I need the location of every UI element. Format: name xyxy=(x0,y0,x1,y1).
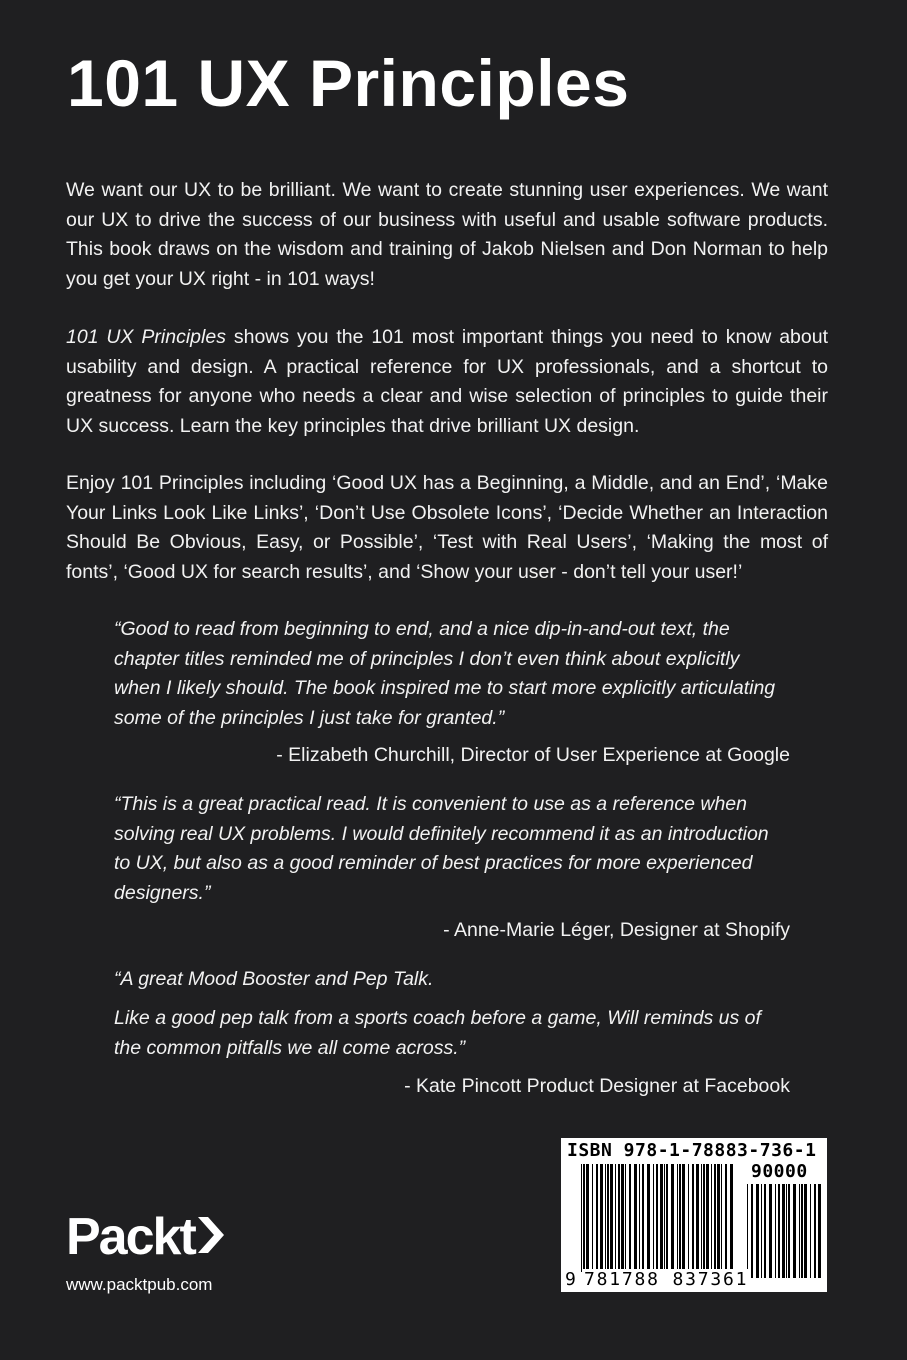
barcode-bar xyxy=(703,1164,705,1272)
packt-logo-text: Packt xyxy=(66,1208,195,1266)
barcode-bar xyxy=(721,1164,722,1272)
testimonial-attribution-1: - Elizabeth Churchill, Director of User Experience at Google xyxy=(276,744,790,766)
barcode-bar xyxy=(761,1184,762,1278)
isbn-number: ISBN 978-1-78883-736-1 xyxy=(567,1140,817,1161)
chevron-right-icon xyxy=(196,1211,226,1255)
publisher-website: www.packtpub.com xyxy=(66,1275,213,1294)
barcode-bar xyxy=(714,1164,716,1272)
barcode-bar xyxy=(629,1164,631,1272)
barcode-bar xyxy=(615,1164,616,1272)
barcode-bar xyxy=(788,1184,790,1278)
barcode-bar xyxy=(600,1164,603,1272)
barcode-bar xyxy=(660,1164,663,1272)
barcode-bar xyxy=(711,1164,712,1272)
barcode-bar xyxy=(607,1164,609,1272)
description-paragraph-2 xyxy=(66,323,828,441)
barcode-bar xyxy=(634,1164,637,1272)
barcode-bar xyxy=(769,1184,772,1278)
barcode-bar xyxy=(804,1184,807,1278)
barcode-bar xyxy=(666,1164,668,1272)
barcode-bar xyxy=(671,1164,674,1272)
barcode-bar xyxy=(756,1184,759,1278)
barcode-bar xyxy=(782,1184,785,1278)
barcode-bar xyxy=(596,1164,598,1272)
barcode-bar xyxy=(810,1184,811,1278)
barcode-bar xyxy=(639,1164,640,1272)
barcode-bar xyxy=(725,1164,727,1272)
barcode-bar xyxy=(586,1164,589,1272)
barcode-bar xyxy=(793,1184,796,1278)
barcode-bar xyxy=(610,1164,613,1272)
book-title: 101 UX Principles xyxy=(67,46,630,120)
ean-digits: 781788 837361 xyxy=(584,1269,749,1290)
barcode-bar xyxy=(818,1184,821,1278)
barcode-bar xyxy=(581,1164,582,1272)
barcode-bar xyxy=(656,1164,658,1272)
barcode-bar xyxy=(618,1164,620,1272)
barcode-bar xyxy=(799,1184,800,1278)
barcode-bar xyxy=(801,1184,803,1278)
isbn-barcode xyxy=(561,1138,827,1292)
barcode-bar xyxy=(751,1184,753,1278)
barcode-bar xyxy=(696,1164,699,1272)
testimonial-quote-3-line-2: Like a good pep talk from a sports coach before a game, Will reminds us of the common pitfalls we all come across.” xyxy=(114,1007,761,1059)
barcode-bar xyxy=(605,1164,606,1272)
packt-logo xyxy=(66,1208,226,1266)
barcode-bar xyxy=(647,1164,650,1272)
barcode-bar xyxy=(592,1164,593,1272)
ean-first-digit: 9 xyxy=(565,1269,576,1290)
testimonial-quote-1: “Good to read from beginning to end, and a nice dip-in-and-out text, the chapter titles reminded me of principles I don’t even think about explicitly when I likely should. The book inspired me to start more explicitly articulating some of the principles I just take for granted.” xyxy=(114,618,776,729)
barcode-bar xyxy=(786,1184,787,1278)
description-paragraph-3: Enjoy 101 Principles including ‘Good UX has a Beginning, a Middle, and an End’, ‘Make Your Links Look Like Links’, ‘Don’t Use Obsolete Icons’, ‘Decide Whether an Interaction Should Be Obvious, Easy, or Possible’, ‘Test with Real Users’, ‘Making the most of fonts’, ‘Good UX for search results’, and ‘Show your user - don’t tell your user!’ xyxy=(66,472,828,583)
testimonial-attribution-3: - Kate Pincott Product Designer at Facebook xyxy=(404,1075,790,1097)
barcode-bar xyxy=(682,1164,685,1272)
barcode-bar xyxy=(775,1184,776,1278)
barcode-bar xyxy=(692,1164,694,1272)
barcode-bar xyxy=(653,1164,654,1272)
testimonial-quote-3-line-1: “A great Mood Booster and Pep Talk. xyxy=(114,968,434,990)
barcode-bar xyxy=(717,1164,720,1272)
barcode-bar xyxy=(701,1164,702,1272)
price-code: 90000 xyxy=(751,1161,808,1182)
barcode-bar xyxy=(688,1164,689,1272)
description-paragraph-2-text: shows you the 101 most important things you need to know about usability and design. A practical reference for UX professionals, and a shortcut to greatness for anyone who needs a clear and wise selection of principles to guide their UX success. Learn the key principles that drive brilliant UX design. xyxy=(66,326,828,437)
barcode-bar xyxy=(814,1184,816,1278)
barcode-bar xyxy=(625,1164,626,1272)
book-title-italic: 101 UX Principles xyxy=(66,326,226,348)
barcode-bar xyxy=(764,1184,766,1278)
barcode-bar xyxy=(778,1184,780,1278)
barcode-bar xyxy=(621,1164,624,1272)
barcode-bar xyxy=(677,1164,678,1272)
barcode-bar xyxy=(747,1184,748,1278)
barcode-bar xyxy=(679,1164,681,1272)
barcode-bar xyxy=(583,1164,585,1272)
testimonial-quote-2: “This is a great practical read. It is convenient to use as a reference when solving real UX problems. I would definitely recommend it as an introduction to UX, but also as a good reminder of best practices for more experienced designers.” xyxy=(114,793,769,904)
barcode-bar xyxy=(730,1164,733,1272)
description-paragraph-1: We want our UX to be brilliant. We want to create stunning user experiences. We want our UX to drive the success of our business with useful and usable software products. This book draws on the wisdom and training of Jakob Nielsen and Don Norman to help you get your UX right - in 101 ways! xyxy=(66,179,828,290)
barcode-bar xyxy=(706,1164,709,1272)
testimonial-attribution-2: - Anne-Marie Léger, Designer at Shopify xyxy=(443,919,790,941)
barcode-bar xyxy=(664,1164,665,1272)
barcode-bar xyxy=(642,1164,644,1272)
